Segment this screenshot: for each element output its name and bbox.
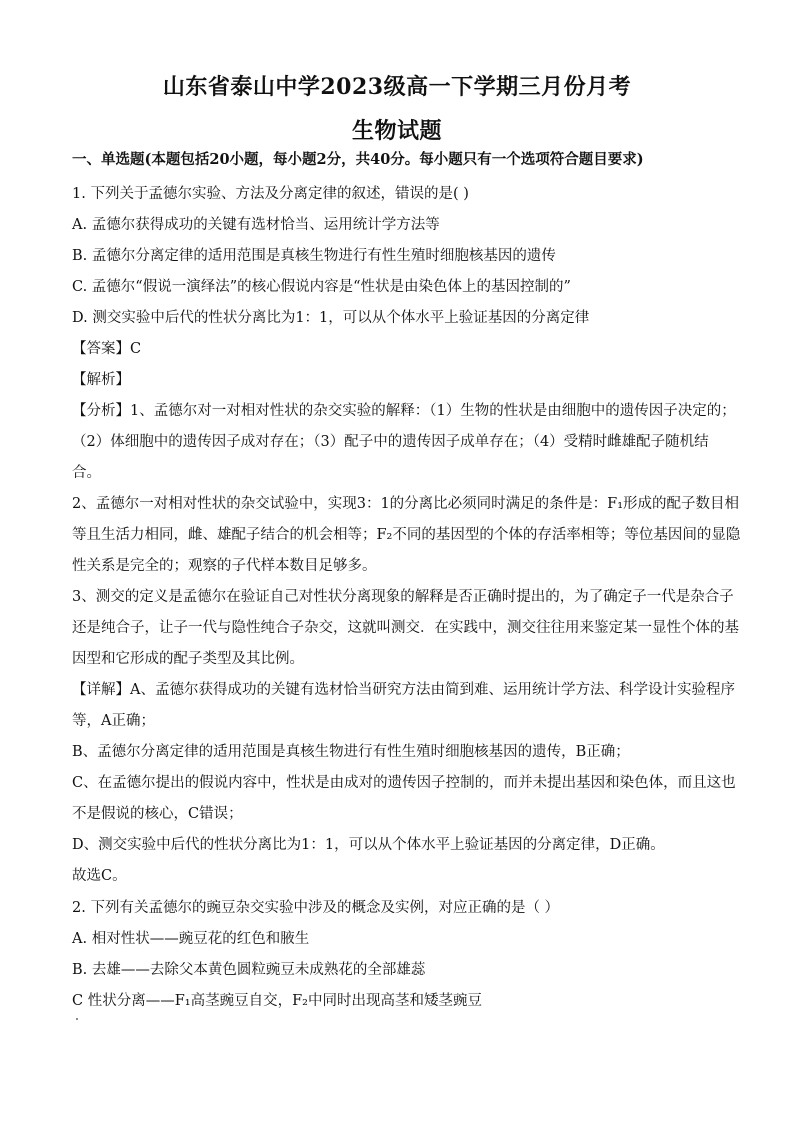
exam-title: 山东省泰山中学2023级高一下学期三月份月考 bbox=[162, 74, 632, 100]
analysis-line: 3、测交的定义是孟德尔在验证自己对性状分离现象的解释是否正确时提出的，为了确定子一代是杂合子 bbox=[72, 589, 734, 605]
question-1-option-b: B. 孟德尔分离定律的适用范围是真核生物进行有性生殖时细胞核基因的遗传 bbox=[72, 248, 556, 264]
analysis-line: 等且生活力相同，雌、雄配子结合的机会相等；F₂不同的基因型的个体的存活率相等；等位基因间的显隐 bbox=[72, 527, 741, 543]
analysis-line: 【分析】1、孟德尔对一对相对性状的杂交实验的解释：（1）生物的性状是由细胞中的遗传因子决定的； bbox=[72, 403, 736, 419]
analysis-line: 性关系是完全的；观察的子代样本数目足够多。 bbox=[72, 558, 377, 574]
question-1-option-c: C. 孟德尔“假说一演绎法”的核心假说内容是“性状是由染色体上的基因控制的” bbox=[72, 279, 571, 295]
section-heading: 一、单选题(本题包括20小题，每小题2分，共40分。每小题只有一个选项符合题目要求) bbox=[72, 151, 644, 168]
stray-dot-mark bbox=[76, 1018, 78, 1020]
analysis-line: 【详解】A、孟德尔获得成功的关键有选材恰当研究方法由简到难、运用统计学方法、科学设计实验程序 bbox=[72, 682, 735, 698]
question-2-option-a: A. 相对性状——豌豆花的红色和腋生 bbox=[72, 931, 310, 947]
question-2-stem: 2. 下列有关孟德尔的豌豆杂交实验中涉及的概念及实例，对应正确的是（ ） bbox=[72, 900, 560, 916]
analysis-line: B、孟德尔分离定律的适用范围是真核生物进行有性生殖时细胞核基因的遗传，B正确； bbox=[72, 744, 630, 760]
analysis-line: 故选C。 bbox=[72, 868, 127, 884]
analysis-line: 合。 bbox=[72, 465, 101, 481]
analysis-line: C、在孟德尔提出的假说内容中，性状是由成对的遗传因子控制的，而并未提出基因和染色体，而且这也 bbox=[72, 775, 736, 791]
analysis-line: 2、孟德尔一对相对性状的杂交试验中，实现3：1的分离比必须同时满足的条件是：F₁形成的配子数目相 bbox=[72, 496, 740, 512]
question-1-answer: 【答案】C bbox=[72, 341, 142, 357]
question-2-option-c: C 性状分离——F₁高茎豌豆自交，F₂中同时出现高茎和矮茎豌豆 bbox=[72, 993, 482, 1009]
analysis-line: 因型和它形成的配子类型及其比例。 bbox=[72, 651, 304, 667]
analysis-line: 不是假说的核心，C错误； bbox=[72, 806, 243, 822]
analysis-line: （2）体细胞中的遗传因子成对存在；（3）配子中的遗传因子成单存在；（4）受精时雌雄配子随机结 bbox=[72, 434, 709, 450]
analysis-line: 还是纯合子，让子一代与隐性纯合子杂交，这就叫测交．在实践中，测交往往用来鉴定某一显性个体的基 bbox=[72, 620, 739, 636]
question-1-option-a: A. 孟德尔获得成功的关键有选材恰当、运用统计学方法等 bbox=[72, 217, 440, 233]
question-1-analysis-label: 【解析】 bbox=[72, 372, 130, 388]
question-1-stem: 1. 下列关于孟德尔实验、方法及分离定律的叙述，错误的是( ) bbox=[72, 186, 469, 202]
question-2-option-b: B. 去雄——去除父本黄色圆粒豌豆未成熟花的全部雄蕊 bbox=[72, 962, 426, 978]
question-1-option-d: D. 测交实验中后代的性状分离比为1：1，可以从个体水平上验证基因的分离定律 bbox=[72, 310, 590, 326]
analysis-line: 等，A正确； bbox=[72, 713, 155, 729]
analysis-line: D、测交实验中后代的性状分离比为1：1，可以从个体水平上验证基因的分离定律，D正确。 bbox=[72, 837, 665, 853]
exam-subject: 生物试题 bbox=[351, 118, 442, 144]
